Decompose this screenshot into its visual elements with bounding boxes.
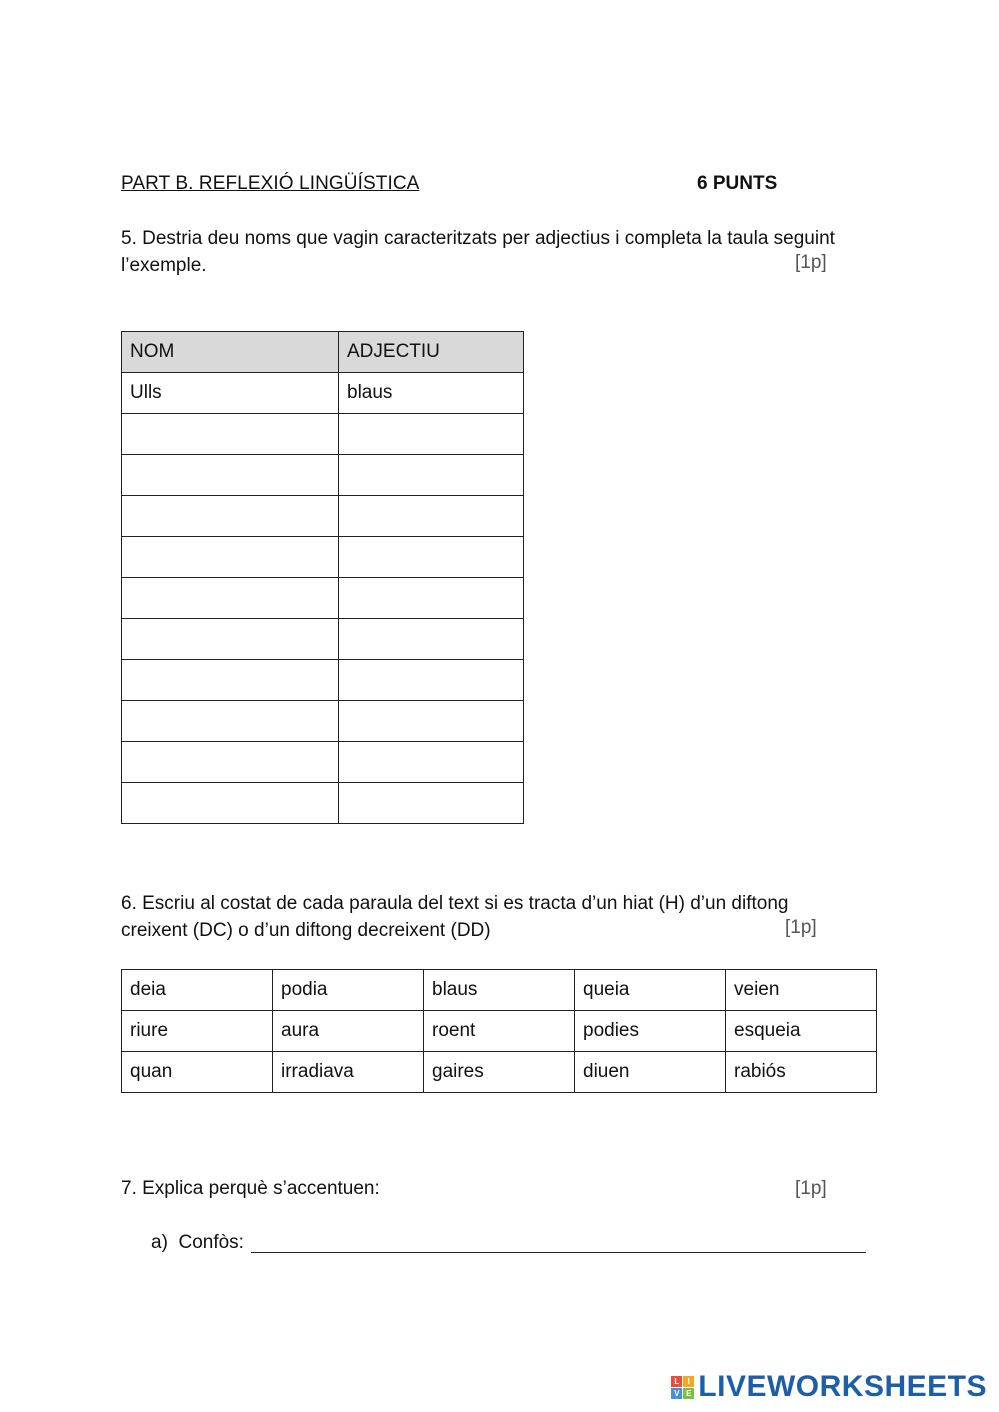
noun-cell[interactable] <box>122 414 339 455</box>
noun-cell[interactable] <box>122 455 339 496</box>
adjective-cell[interactable] <box>339 414 524 455</box>
question-5 <box>121 225 835 279</box>
question-5-mark: [1p] <box>795 252 827 273</box>
word-row <box>122 1052 877 1093</box>
word-row <box>122 1011 877 1052</box>
logo-icon <box>671 1376 694 1399</box>
adjective-cell[interactable] <box>339 660 524 701</box>
adjective-cell[interactable] <box>339 537 524 578</box>
noun-cell[interactable] <box>122 742 339 783</box>
adjective-cell[interactable] <box>339 783 524 824</box>
question-5-line-1: 5. Destria deu noms que vagin caracteritzats per adjectius i completa la taula seguint <box>121 228 835 249</box>
noun-cell: NOM <box>122 332 339 373</box>
noun-cell[interactable] <box>122 660 339 701</box>
adjective-cell[interactable] <box>339 496 524 537</box>
adjective-cell[interactable] <box>339 701 524 742</box>
blank-row <box>122 537 524 578</box>
word-cell[interactable]: podies <box>575 1011 726 1052</box>
word-cell[interactable]: aura <box>273 1011 424 1052</box>
noun-cell: Ulls <box>122 373 339 414</box>
question-7a-label: a) <box>151 1232 168 1253</box>
noun-adjective-table <box>121 331 524 824</box>
blank-row <box>122 578 524 619</box>
word-row <box>122 970 877 1011</box>
question-6 <box>121 890 788 944</box>
word-cell[interactable]: blaus <box>424 970 575 1011</box>
noun-cell[interactable] <box>122 496 339 537</box>
logo-tile: V <box>671 1388 682 1399</box>
blank-row <box>122 742 524 783</box>
points-total: 6 PUNTS <box>697 173 778 194</box>
example-row <box>122 373 524 414</box>
blank-row <box>122 496 524 537</box>
blank-row <box>122 455 524 496</box>
adjective-cell[interactable] <box>339 619 524 660</box>
adjective-cell: ADJECTIU <box>339 332 524 373</box>
answer-line[interactable] <box>251 1252 866 1253</box>
word-cell[interactable]: veien <box>726 970 877 1011</box>
liveworksheets-logo <box>671 1370 987 1404</box>
word-cell[interactable]: irradiava <box>273 1052 424 1093</box>
noun-cell[interactable] <box>122 783 339 824</box>
logo-tile: L <box>671 1376 682 1387</box>
part-title: PART B. REFLEXIÓ LINGÜÍSTICA <box>121 173 420 194</box>
word-cell[interactable]: rabiós <box>726 1052 877 1093</box>
logo-text: LIVEWORKSHEETS <box>698 1370 987 1403</box>
question-6-line-1: 6. Escriu al costat de cada paraula del text si es tracta d’un hiat (H) d’un diftong <box>121 893 789 914</box>
word-cell[interactable]: queia <box>575 970 726 1011</box>
adjective-cell[interactable] <box>339 455 524 496</box>
blank-row <box>122 660 524 701</box>
word-cell[interactable]: quan <box>122 1052 273 1093</box>
question-7: 7. Explica perquè s’accentuen: <box>121 1178 380 1199</box>
noun-cell[interactable] <box>122 619 339 660</box>
blank-row <box>122 619 524 660</box>
question-7-mark: [1p] <box>795 1178 827 1199</box>
noun-cell[interactable] <box>122 701 339 742</box>
word-cell[interactable]: roent <box>424 1011 575 1052</box>
noun-cell[interactable] <box>122 537 339 578</box>
word-cell[interactable]: esqueia <box>726 1011 877 1052</box>
adjective-cell[interactable] <box>339 742 524 783</box>
word-cell[interactable]: riure <box>122 1011 273 1052</box>
word-cell[interactable]: diuen <box>575 1052 726 1093</box>
blank-row <box>122 701 524 742</box>
question-7a-word: Confòs: <box>178 1232 244 1253</box>
diphthong-word-table <box>121 969 877 1093</box>
question-6-line-2: creixent (DC) o d’un diftong decreixent (DD) <box>121 920 491 941</box>
logo-tile: E <box>683 1388 694 1399</box>
word-cell[interactable]: gaires <box>424 1052 575 1093</box>
noun-cell[interactable] <box>122 578 339 619</box>
question-7a <box>151 1232 244 1254</box>
logo-tile: I <box>683 1376 694 1387</box>
table-header-row <box>122 332 524 373</box>
adjective-cell[interactable] <box>339 578 524 619</box>
word-cell[interactable]: podia <box>273 970 424 1011</box>
word-cell[interactable]: deia <box>122 970 273 1011</box>
adjective-cell: blaus <box>339 373 524 414</box>
blank-row <box>122 783 524 824</box>
question-6-mark: [1p] <box>785 917 817 938</box>
question-5-line-2: l’exemple. <box>121 255 207 276</box>
blank-row <box>122 414 524 455</box>
